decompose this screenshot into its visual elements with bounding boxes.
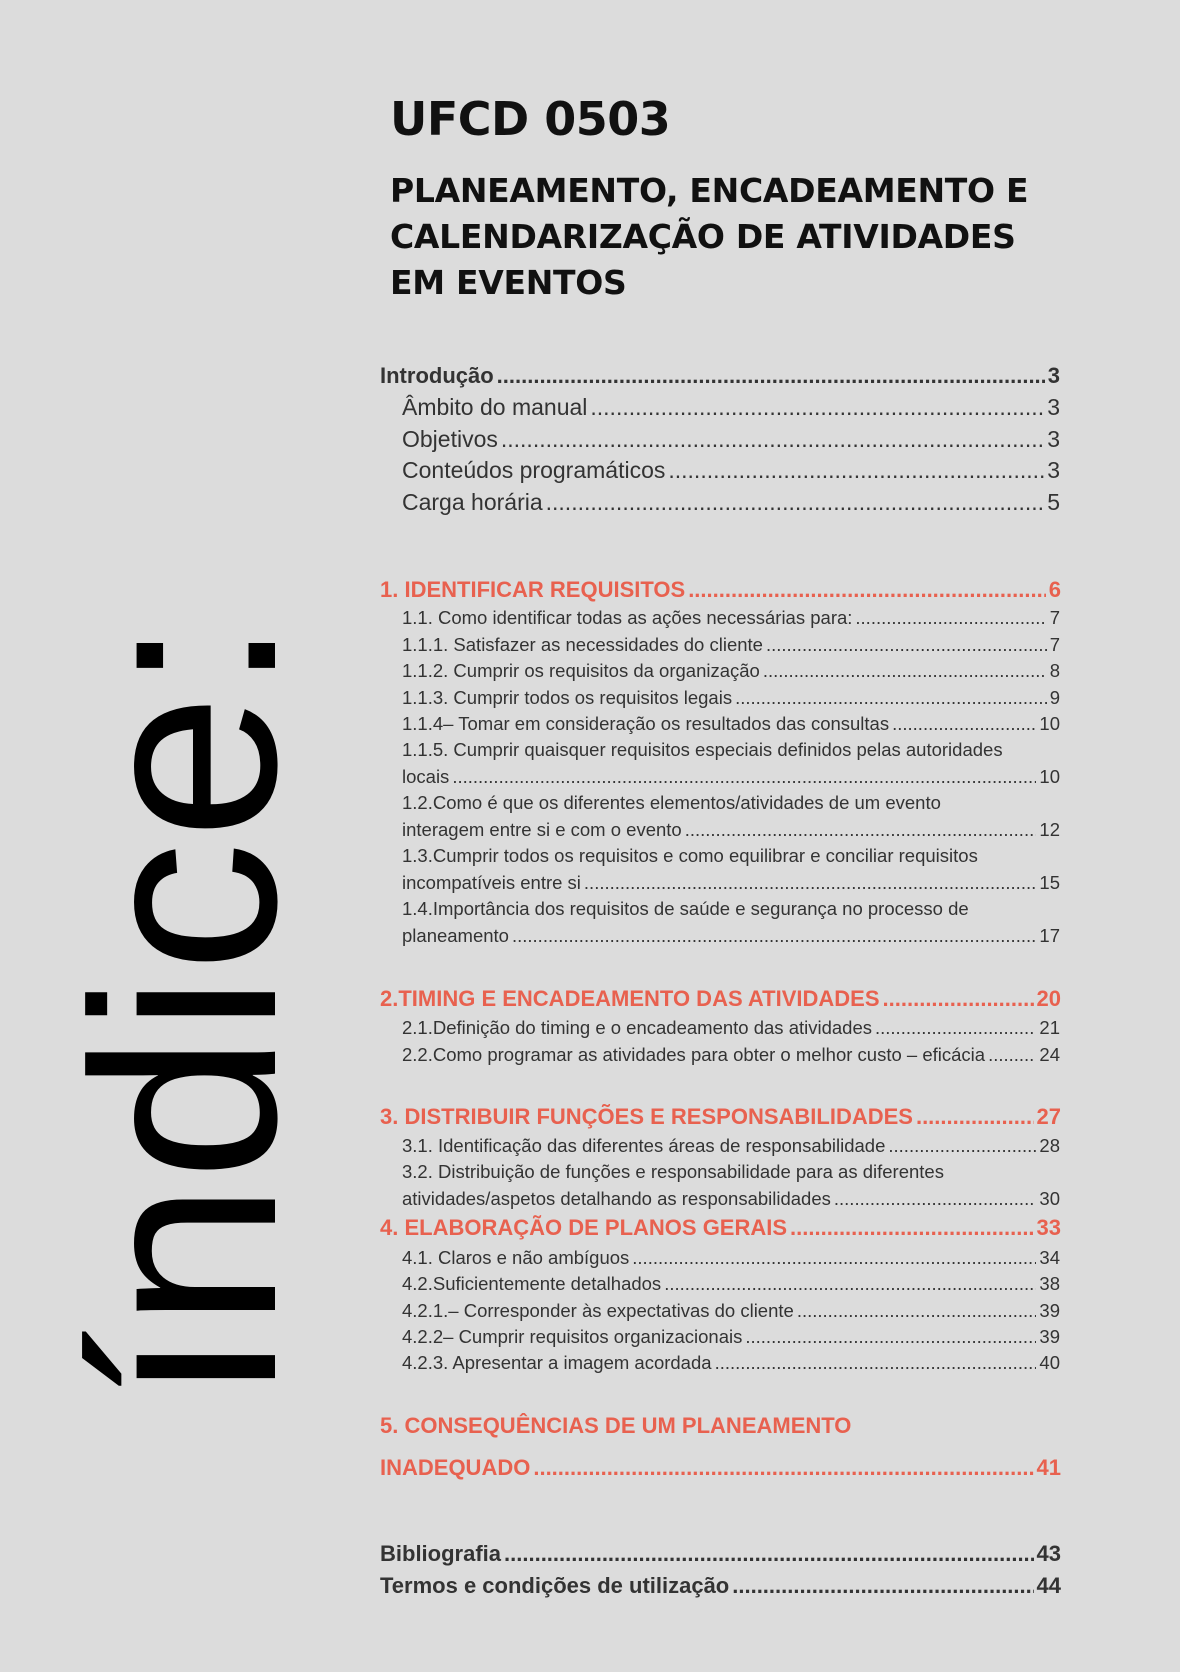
dot-leader bbox=[855, 607, 1046, 629]
toc-chapter-label: 2.TIMING E ENCADEAMENTO DAS ATIVIDADES bbox=[380, 986, 880, 1011]
toc-entry-label: 4.2.3. Apresentar a imagem acordada bbox=[402, 1352, 712, 1373]
dot-leader bbox=[584, 872, 1037, 894]
toc-entry[interactable] bbox=[402, 766, 1060, 788]
dot-leader bbox=[512, 925, 1036, 947]
toc-entry-page: 28 bbox=[1039, 1135, 1060, 1156]
dot-leader bbox=[452, 766, 1036, 788]
toc-chapter-label: INADEQUADO bbox=[380, 1455, 531, 1480]
toc-entry-page: 3 bbox=[1047, 394, 1060, 420]
toc-entry[interactable] bbox=[402, 872, 1060, 894]
toc-entry-intro[interactable] bbox=[380, 363, 1060, 389]
toc-entry-page: 7 bbox=[1049, 634, 1060, 655]
toc-entry-page: 24 bbox=[1039, 1044, 1060, 1065]
toc-entry[interactable] bbox=[402, 1135, 1060, 1157]
toc-entry[interactable] bbox=[402, 713, 1060, 735]
toc-entry[interactable] bbox=[402, 1044, 1060, 1066]
dot-leader bbox=[988, 1044, 1036, 1066]
toc-entry[interactable] bbox=[402, 660, 1060, 682]
toc-entry-page: 44 bbox=[1036, 1573, 1061, 1598]
toc-entry-label: planeamento bbox=[402, 925, 509, 946]
toc-chapter-label: 3. DISTRIBUIR FUNÇÕES E RESPONSABILIDADES bbox=[380, 1104, 913, 1129]
toc-entry-page: 5 bbox=[1047, 489, 1060, 515]
index-heading: índice: bbox=[38, 617, 331, 1403]
dot-leader bbox=[735, 687, 1047, 709]
toc-entry-label: 1.1.1. Satisfazer as necessidades do cliente bbox=[402, 634, 763, 655]
toc-entry-page: 39 bbox=[1039, 1326, 1060, 1347]
toc-entry-page: 3 bbox=[1047, 457, 1060, 483]
toc-entry-page: 15 bbox=[1039, 872, 1060, 893]
toc-entry[interactable] bbox=[402, 457, 1060, 484]
toc-entry-label: interagem entre si e com o evento bbox=[402, 819, 682, 840]
toc-entry-label: Carga horária bbox=[402, 489, 543, 515]
toc-entry-page: 7 bbox=[1049, 607, 1060, 628]
toc-entry-label: 4.2.1.– Corresponder às expectativas do cliente bbox=[402, 1300, 794, 1321]
dot-leader bbox=[497, 363, 1045, 389]
toc-entry-label: locais bbox=[402, 766, 450, 787]
toc-entry-page: 3 bbox=[1047, 363, 1060, 388]
toc-entry-page: 8 bbox=[1049, 660, 1060, 681]
dot-leader bbox=[732, 1573, 1033, 1599]
toc-entry-label: Conteúdos programáticos bbox=[402, 457, 666, 483]
course-title: PLANEAMENTO, ENCADEAMENTO E CALENDARIZAÇÃO DE ATIVIDADES EM EVENTOS bbox=[390, 171, 1029, 302]
toc-entry[interactable] bbox=[402, 687, 1060, 709]
toc-entry-label: 1.1.4– Tomar em consideração os resultados das consultas bbox=[402, 713, 890, 734]
toc-entry-label: incompatíveis entre si bbox=[402, 872, 581, 893]
toc-entry-page: 10 bbox=[1039, 713, 1060, 734]
dot-leader bbox=[668, 457, 1044, 484]
toc-entry-label: 4.2.2– Cumprir requisitos organizacionais bbox=[402, 1326, 743, 1347]
dot-leader bbox=[916, 1104, 1034, 1130]
dot-leader bbox=[664, 1273, 1036, 1295]
dot-leader bbox=[685, 819, 1037, 841]
toc-entry-bibliography[interactable] bbox=[380, 1541, 1061, 1567]
toc-entry-terms[interactable] bbox=[380, 1573, 1061, 1599]
toc-entry[interactable] bbox=[402, 1247, 1060, 1269]
toc-entry[interactable] bbox=[402, 1326, 1060, 1348]
toc-entry-line: 3.2. Distribuição de funções e responsabilidade para as diferentes bbox=[402, 1161, 944, 1182]
toc-entry-page: 39 bbox=[1039, 1300, 1060, 1321]
toc-entry-label: Âmbito do manual bbox=[402, 394, 588, 420]
toc-entry-line: 1.4.Importância dos requisitos de saúde e segurança no processo de bbox=[402, 898, 969, 919]
toc-chapter-2[interactable] bbox=[380, 986, 1061, 1012]
dot-leader bbox=[504, 1541, 1034, 1567]
dot-leader bbox=[546, 489, 1045, 516]
toc-entry[interactable] bbox=[402, 607, 1060, 629]
toc-entry-label: 1.1.3. Cumprir todos os requisitos legais bbox=[402, 687, 733, 708]
dot-leader bbox=[883, 986, 1034, 1012]
toc-chapter-5-line: 5. CONSEQUÊNCIAS DE UM PLANEAMENTO bbox=[380, 1413, 852, 1438]
toc-entry-page: 38 bbox=[1039, 1273, 1060, 1294]
dot-leader bbox=[590, 394, 1044, 421]
toc-chapter-page: 20 bbox=[1036, 986, 1061, 1011]
toc-chapter-page: 41 bbox=[1036, 1455, 1061, 1480]
toc-entry-page: 21 bbox=[1039, 1017, 1060, 1038]
dot-leader bbox=[888, 1135, 1036, 1157]
toc-entry-label: Objetivos bbox=[402, 426, 498, 452]
toc-entry-page: 30 bbox=[1039, 1188, 1060, 1209]
toc-entry-page: 9 bbox=[1049, 687, 1060, 708]
toc-entry[interactable] bbox=[402, 1352, 1060, 1374]
dot-leader bbox=[892, 713, 1036, 735]
toc-entry-page: 12 bbox=[1039, 819, 1060, 840]
toc-entry-page: 40 bbox=[1039, 1352, 1060, 1373]
toc-chapter-3[interactable] bbox=[380, 1104, 1061, 1130]
toc-entry[interactable] bbox=[402, 634, 1060, 656]
toc-entry-label: Bibliografia bbox=[380, 1541, 502, 1566]
toc-entry[interactable] bbox=[402, 394, 1060, 421]
dot-leader bbox=[533, 1455, 1033, 1481]
dot-leader bbox=[715, 1352, 1037, 1374]
dot-leader bbox=[688, 577, 1046, 603]
toc-entry-label: Introdução bbox=[380, 363, 494, 388]
toc-chapter-label: 4. ELABORAÇÃO DE PLANOS GERAIS bbox=[380, 1215, 788, 1240]
course-code: UFCD 0503 bbox=[390, 92, 671, 146]
toc-entry-label: atividades/aspetos detalhando as responsabilidades bbox=[402, 1188, 831, 1209]
dot-leader bbox=[501, 426, 1044, 453]
toc-entry-line: 1.2.Como é que os diferentes elementos/atividades de um evento bbox=[402, 792, 941, 813]
toc-entry[interactable] bbox=[402, 426, 1060, 453]
dot-leader bbox=[766, 634, 1047, 656]
toc-chapter-5[interactable] bbox=[380, 1455, 1061, 1481]
dot-leader bbox=[745, 1326, 1036, 1348]
toc-entry-page: 17 bbox=[1039, 925, 1060, 946]
toc-entry-label: 4.2.Suficientemente detalhados bbox=[402, 1273, 662, 1294]
toc-entry-label: Termos e condições de utilização bbox=[380, 1573, 730, 1598]
dot-leader bbox=[834, 1188, 1037, 1210]
dot-leader bbox=[790, 1215, 1033, 1241]
dot-leader bbox=[797, 1300, 1037, 1322]
toc-entry-label: 3.1. Identificação das diferentes áreas de responsabilidade bbox=[402, 1135, 886, 1156]
toc-entry-line: 1.3.Cumprir todos os requisitos e como equilibrar e conciliar requisitos bbox=[402, 845, 978, 866]
toc-entry-label: 1.1. Como identificar todas as ações necessárias para: bbox=[402, 607, 853, 628]
toc-entry-label: 4.1. Claros e não ambíguos bbox=[402, 1247, 630, 1268]
toc-entry[interactable] bbox=[402, 1300, 1060, 1322]
toc-entry-page: 43 bbox=[1036, 1541, 1061, 1566]
toc-entry[interactable] bbox=[402, 1273, 1060, 1295]
toc-entry-label: 2.2.Como programar as atividades para obter o melhor custo – eficácia bbox=[402, 1044, 986, 1065]
toc-entry-label: 2.1.Definição do timing e o encadeamento das atividades bbox=[402, 1017, 872, 1038]
toc-entry-line: 1.1.5. Cumprir quaisquer requisitos especiais definidos pelas autoridades bbox=[402, 739, 1003, 760]
toc-chapter-page: 27 bbox=[1036, 1104, 1061, 1129]
toc-entry-page: 10 bbox=[1039, 766, 1060, 787]
toc-chapter-1[interactable] bbox=[380, 577, 1061, 603]
toc-chapter-page: 6 bbox=[1048, 577, 1061, 602]
toc-entry[interactable] bbox=[402, 925, 1060, 947]
toc-chapter-page: 33 bbox=[1036, 1215, 1061, 1240]
toc-entry-label: 1.1.2. Cumprir os requisitos da organização bbox=[402, 660, 760, 681]
toc-entry[interactable] bbox=[402, 489, 1060, 516]
toc-entry[interactable] bbox=[402, 1017, 1060, 1039]
dot-leader bbox=[763, 660, 1047, 682]
toc-entry-page: 3 bbox=[1047, 426, 1060, 452]
dot-leader bbox=[875, 1017, 1036, 1039]
dot-leader bbox=[632, 1247, 1036, 1269]
toc-entry-page: 34 bbox=[1039, 1247, 1060, 1268]
toc-entry[interactable] bbox=[402, 819, 1060, 841]
toc-chapter-4[interactable] bbox=[380, 1215, 1061, 1241]
toc-entry[interactable] bbox=[402, 1188, 1060, 1210]
toc-chapter-label: 1. IDENTIFICAR REQUISITOS bbox=[380, 577, 686, 602]
